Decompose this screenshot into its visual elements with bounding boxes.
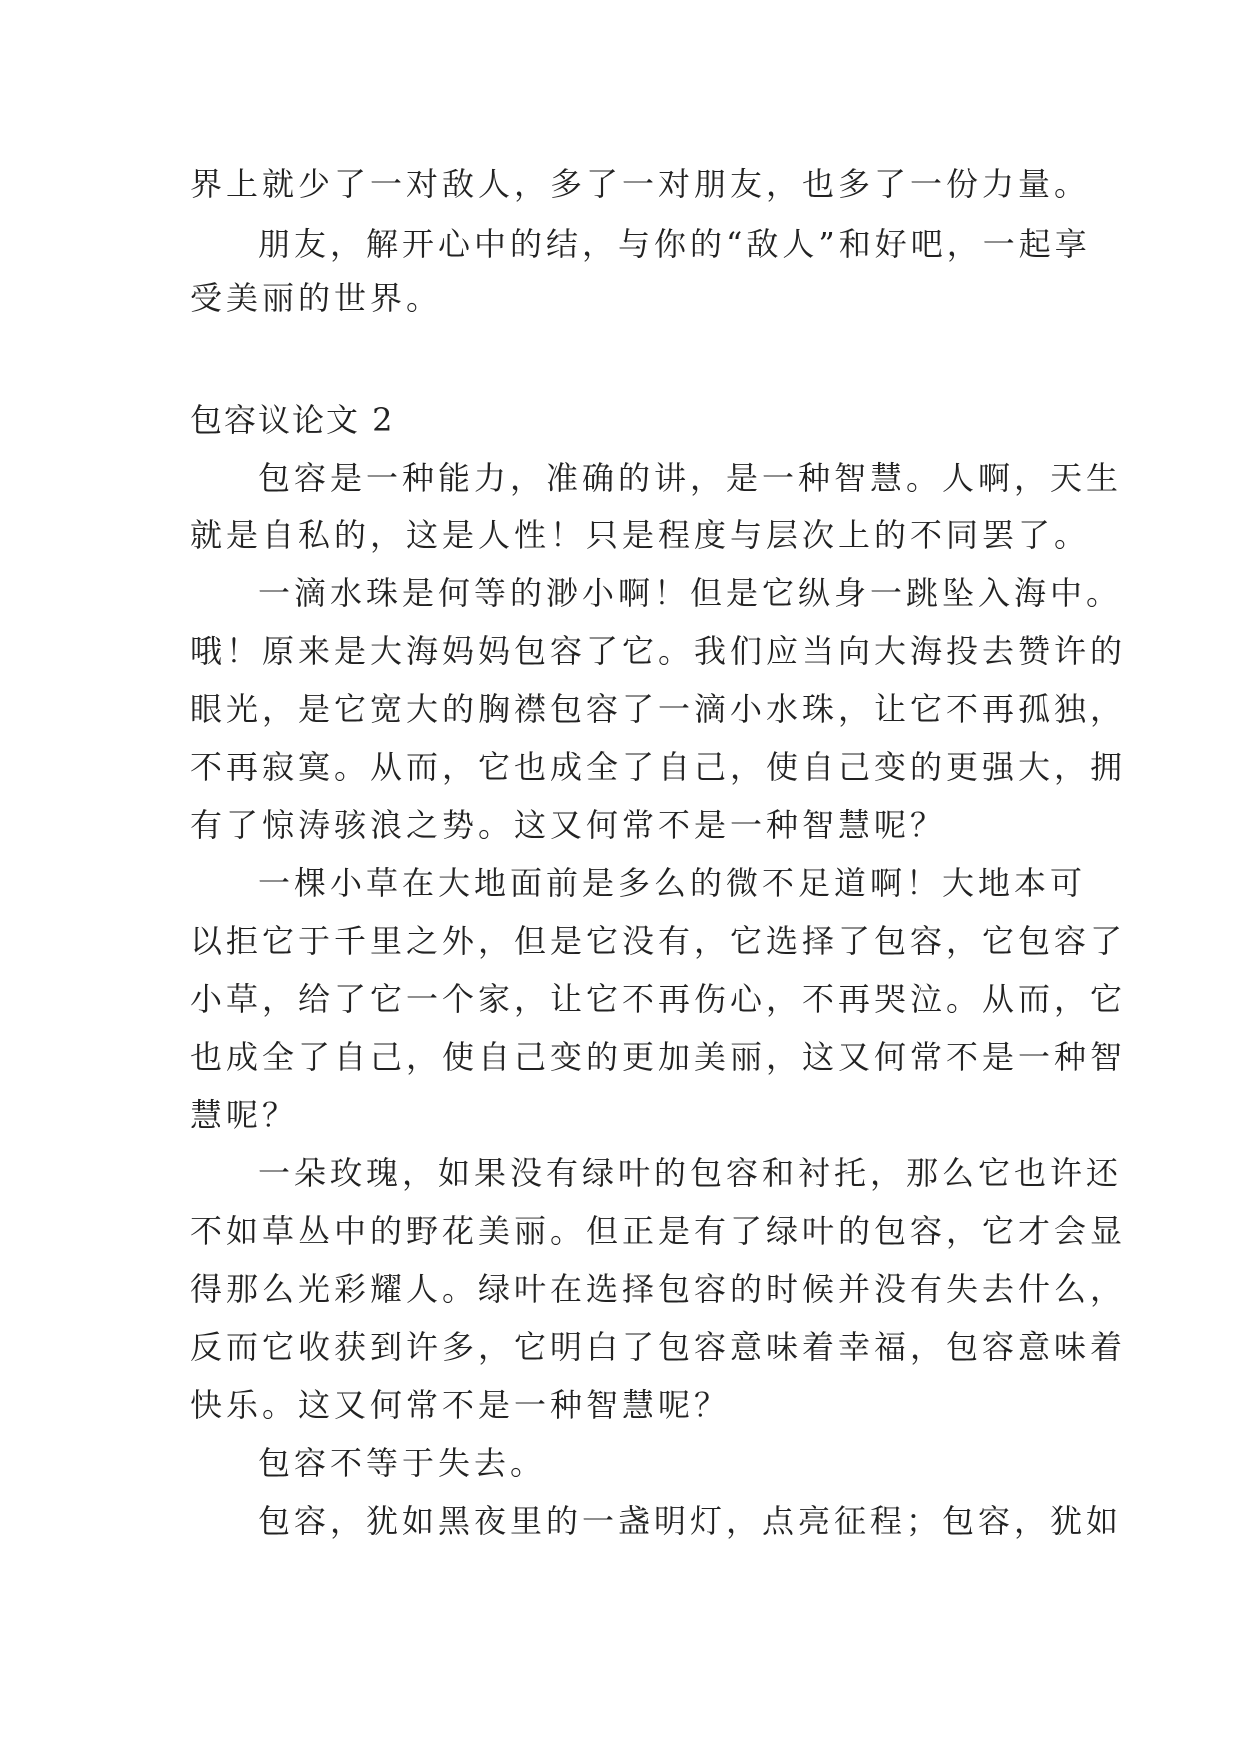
paragraph-line: 快乐。这又何常不是一种智慧呢？	[190, 1386, 731, 1424]
paragraph-line: 反而它收获到许多，它明白了包容意味着幸福，包容意味着	[190, 1328, 1127, 1366]
paragraph-line: 就是自私的，这是人性！只是程度与层次上的不同罢了。	[190, 516, 1091, 554]
paragraph-line: 一朵玫瑰，如果没有绿叶的包容和衬托，那么它也许还	[258, 1154, 1123, 1192]
paragraph-line: 一棵小草在大地面前是多么的微不足道啊！大地本可	[258, 864, 1087, 902]
paragraph-line: 界上就少了一对敌人，多了一对朋友，也多了一份力量。	[190, 165, 1091, 203]
paragraph-line: 一滴水珠是何等的渺小啊！但是它纵身一跳坠入海中。	[258, 574, 1123, 612]
paragraph-line: 不如草丛中的野花美丽。但正是有了绿叶的包容，它才会显	[190, 1212, 1127, 1250]
paragraph-line: 有了惊涛骇浪之势。这又何常不是一种智慧呢？	[190, 806, 947, 844]
paragraph-line: 慧呢？	[190, 1096, 299, 1134]
paragraph-line: 小草，给了它一个家，让它不再伤心，不再哭泣。从而，它	[190, 980, 1127, 1018]
paragraph-line: 朋友，解开心中的结，与你的“敌人”和好吧，一起享	[258, 225, 1091, 263]
paragraph-line: 受美丽的世界。	[190, 279, 443, 317]
paragraph-line: 眼光，是它宽大的胸襟包容了一滴小水珠，让它不再孤独，	[190, 690, 1127, 728]
paragraph-line: 哦！原来是大海妈妈包容了它。我们应当向大海投去赞许的	[190, 632, 1127, 670]
paragraph-line: 也成全了自己，使自己变的更加美丽，这又何常不是一种智	[190, 1038, 1127, 1076]
paragraph-line: 包容，犹如黑夜里的一盏明灯，点亮征程；包容，犹如	[258, 1502, 1123, 1540]
paragraph-line: 以拒它于千里之外，但是它没有，它选择了包容，它包容了	[190, 922, 1127, 960]
paragraph-line: 包容不等于失去。	[258, 1444, 547, 1482]
paragraph-line: 得那么光彩耀人。绿叶在选择包容的时候并没有失去什么，	[190, 1270, 1127, 1308]
section-heading: 包容议论文 2	[190, 401, 395, 439]
paragraph-line: 包容是一种能力，准确的讲，是一种智慧。人啊，天生	[258, 459, 1123, 497]
paragraph-line: 不再寂寞。从而，它也成全了自己，使自己变的更强大，拥	[190, 748, 1127, 786]
